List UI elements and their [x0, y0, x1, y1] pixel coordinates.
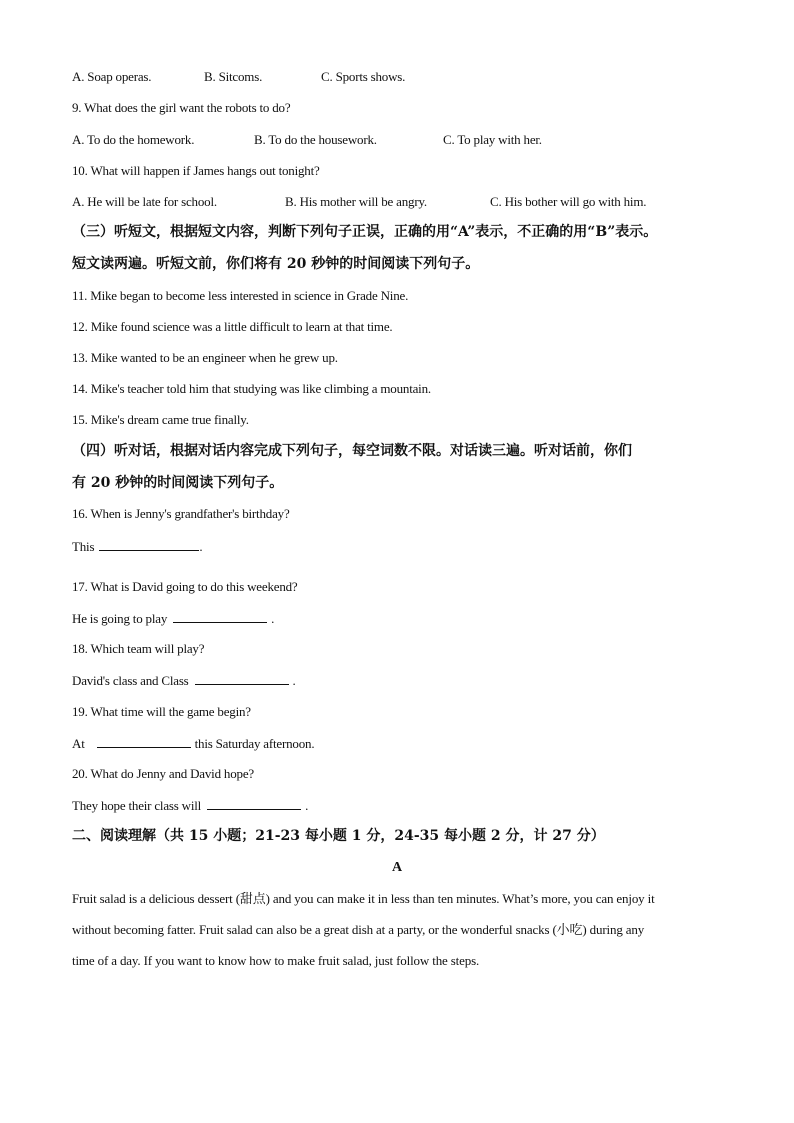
q9-question: 9. What does the girl want the robots to do?: [72, 100, 291, 115]
q20-prefix: They hope their class will: [72, 798, 202, 813]
q9-option-a: A. To do the homework.: [72, 132, 195, 147]
q10-question: 10. What will happen if James hangs out tonight?: [72, 163, 320, 178]
q8-option-b: B. Sitcoms.: [204, 69, 263, 84]
statement-12: 12. Mike found science was a little difficult to learn at that time.: [72, 319, 393, 334]
section3-heading-line1: （三）听短文，根据短文内容，判断下列句子正误，正确的用“A”表示，不正确的用“B”表示。: [72, 224, 658, 240]
q19-suffix: this Saturday afternoon.: [194, 736, 315, 751]
passage-line-1: Fruit salad is a delicious dessert (甜点) and you can make it in less than ten minutes. What’s more, you can enjoy it: [72, 891, 655, 906]
q20-blank[interactable]: [207, 797, 301, 810]
q17-suffix: .: [271, 611, 275, 626]
statement-11: 11. Mike began to become less interested in science in Grade Nine.: [72, 288, 409, 303]
q19-blank[interactable]: [97, 735, 191, 748]
q17-blank[interactable]: [173, 610, 267, 623]
q17-prefix: He is going to play: [72, 611, 168, 626]
q19-answer-line: [72, 735, 314, 752]
q16-answer-line: [72, 538, 202, 555]
section3-heading-line2: 短文读两遍。听短文前，你们将有 20 秒钟的时间阅读下列句子。: [72, 256, 480, 272]
q18-prefix: David's class and Class: [72, 673, 189, 688]
statement-13: 13. Mike wanted to be an engineer when he grew up.: [72, 350, 338, 365]
q10-option-c: C. His bother will go with him.: [490, 194, 647, 209]
q19-prefix: At: [72, 736, 85, 751]
passage-line-2: without becoming fatter. Fruit salad can also be a great dish at a party, or the wonderful snacks (小吃) during any: [72, 922, 645, 937]
q20-answer-line: [72, 797, 308, 814]
statement-14: 14. Mike's teacher told him that studying was like climbing a mountain.: [72, 381, 431, 396]
q9-option-b: B. To do the housework.: [254, 132, 377, 147]
q16-blank[interactable]: [99, 538, 199, 551]
q17-answer-line: [72, 610, 274, 627]
q8-option-c: C. Sports shows.: [321, 69, 406, 84]
q16-prefix: This: [72, 539, 95, 554]
section4-heading-line2: 有 20 秒钟的时间阅读下列句子。: [72, 475, 284, 491]
passage-label: A: [391, 860, 403, 875]
q18-answer-line: [72, 672, 296, 689]
section4-heading-line1: （四）听对话，根据对话内容完成下列句子，每空词数不限。对话读三遍。听对话前，你们: [72, 443, 632, 459]
q18-question: 18. Which team will play?: [72, 641, 205, 656]
q16-question: 16. When is Jenny's grandfather's birthday?: [72, 506, 290, 521]
q8-option-a: A. Soap operas.: [72, 69, 152, 84]
statement-15: 15. Mike's dream came true finally.: [72, 412, 249, 427]
q10-option-b: B. His mother will be angry.: [285, 194, 427, 209]
q17-question: 17. What is David going to do this weekend?: [72, 579, 298, 594]
q9-option-c: C. To play with her.: [443, 132, 542, 147]
q20-question: 20. What do Jenny and David hope?: [72, 766, 254, 781]
q18-suffix: .: [292, 673, 296, 688]
q10-option-a: A. He will be late for school.: [72, 194, 217, 209]
part2-heading: 二、阅读理解（共 15 小题；21-23 每小题 1 分，24-35 每小题 2 分，计 27 分）: [72, 828, 605, 844]
q16-suffix: .: [199, 539, 203, 554]
q20-suffix: .: [305, 798, 309, 813]
q18-blank[interactable]: [195, 672, 289, 685]
passage-line-3: time of a day. If you want to know how to make fruit salad, just follow the steps.: [72, 953, 480, 968]
q19-question: 19. What time will the game begin?: [72, 704, 251, 719]
